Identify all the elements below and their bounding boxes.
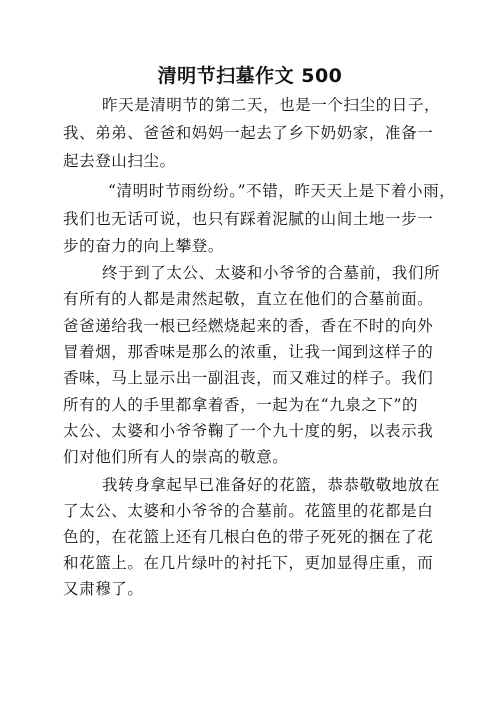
text-line: 冒着烟，那香味是那么的浓重，让我一闻到这样子的 <box>63 343 434 361</box>
text-line: 步的奋力的向上攀登。 <box>63 237 225 255</box>
text-line: 昨天是清明节的第二天，也是一个扫尘的日子， <box>102 96 441 114</box>
text-line: 我转身拿起早已准备好的花篮，恭恭敬敬地放在 <box>102 476 441 494</box>
text-line: 了太公、太婆和小爷爷的合墓前。花篮里的花都是白 <box>63 502 434 520</box>
text-line: 又肃穆了。 <box>63 580 144 598</box>
text-line: 我、弟弟、爸爸和妈妈一起去了乡下奶奶家，准备一 <box>63 124 434 142</box>
text-line: 起去登山扫尘。 <box>63 152 176 170</box>
text-line: 色的，在花篮上还有几根白色的带子死死的捆在了花 <box>63 528 434 546</box>
text-line: “清明时节雨纷纷。”不错，昨天天上是下着小雨， <box>108 182 456 200</box>
text-line: 太公、太婆和小爷爷鞠了一个九十度的躬，以表示我 <box>63 422 434 440</box>
text-line: 们对他们所有人的崇高的敬意。 <box>63 448 289 466</box>
document-title: 清明节扫墓作文 500 <box>157 65 343 87</box>
text-line: 有所有的人都是肃然起敬，直立在他们的合墓前面。 <box>63 290 434 308</box>
text-line: 终于到了太公、太婆和小爷爷的合墓前，我们所 <box>102 264 441 282</box>
text-line: 爸爸递给我一根已经燃烧起来的香，香在不时的向外 <box>63 317 434 335</box>
text-line: 和花篮上。在几片绿叶的衬托下，更加显得庄重，而 <box>63 554 434 572</box>
text-line: 我们也无话可说，也只有踩着泥腻的山间土地一步一 <box>63 210 434 228</box>
text-line: 所有的人的手里都拿着香，一起为在“九泉之下”的 <box>63 396 419 414</box>
text-line: 香味，马上显示出一副沮丧，而又难过的样子。我们 <box>63 369 434 387</box>
